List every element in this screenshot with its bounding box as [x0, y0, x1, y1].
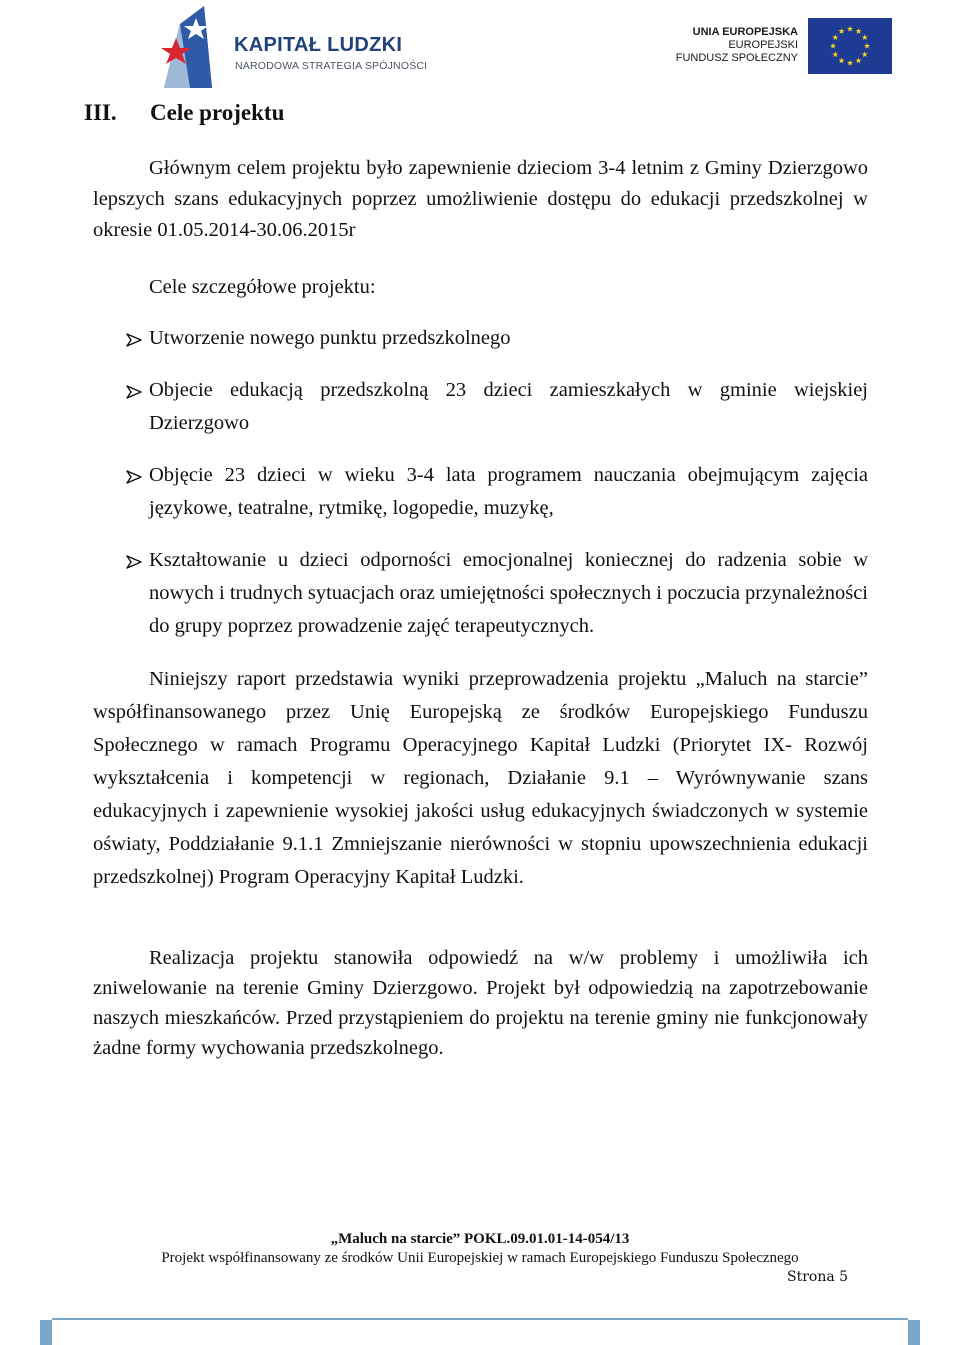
bullet-text: Objęcie 23 dzieci w wieku 3-4 lata programem nauczania obejmującym zajęcia językowe, teatralne, rytmikę, logopedie, muzykę,: [149, 464, 868, 519]
bullet-text: Kształtowanie u dzieci odporności emocjonalnej koniecznej do radzenia sobie w nowych i trudnych sytuacjach oraz umiejętności społecznych i poczucia przynależności do grupy poprzez prowadzenie zajęć terapeutycznych.: [149, 549, 868, 637]
kapital-ludzki-logo: [160, 4, 435, 88]
eu-flag-icon: [808, 18, 892, 74]
bullet-text: Utworzenie nowego punktu przedszkolnego: [149, 327, 511, 349]
page-number: Strona 5: [787, 1269, 849, 1285]
goal-paragraph: Głównym celem projektu było zapewnienie dzieciom 3-4 letnim z Gminy Dzierzgowo lepszych szans edukacyjnych poprzez umożliwienie dostępu do edukacji przedszkolnej w okresie 01.05.2014-30.06.2015r: [93, 157, 868, 241]
section-title: Cele projektu: [150, 100, 285, 125]
realization-paragraph: Realizacja projektu stanowiła odpowiedź na w/w problemy i umożliwiła ich zniwelowanie na terenie Gminy Dzierzgowo. Projekt był odpowiedzią na zapotrzebowanie naszych mieszkańców. Przed przystąpieniem do projektu na terenie gminy nie funkcjonowały żadne formy wychowania przedszkolnego.: [93, 947, 868, 1059]
eu-logo: [660, 16, 896, 78]
eu-line-2: EUROPEJSKI: [728, 39, 798, 51]
report-paragraph: Niniejszy raport przedstawia wyniki przeprowadzenia projektu „Maluch na starcie” współfinansowanego przez Unię Europejską ze środków Europejskiego Funduszu Społecznego w ramach Programu Operacyjnego Kapitał Ludzki (Priorytet IX- Rozwój wykształcenia i kompetencji w regionach, Działanie 9.1 – Wyrównywanie szans edukacyjnych i zapewnienie wysokiej jakości usług edukacyjnych świadczonych w systemie oświaty, Poddziałanie 9.1.1 Zmniejszanie nierówności w stopniu upowszechnienia edukacji przedszkolnej) Program Operacyjny Kapitał Ludzki.: [93, 668, 868, 888]
footer-project-title: „Maluch na starcie” POKL.09.01.01-14-054/13: [330, 1231, 630, 1247]
bullet-text: Objecie edukacją przedszkolną 23 dzieci zamieszkałych w gminie wiejskiej Dzierzgowo: [149, 379, 868, 434]
arrow-bullet-icon: [126, 470, 142, 484]
arrow-bullet-icon: [126, 555, 142, 569]
footer-funding-note: Projekt współfinansowany ze środków Unii Europejskiej w ramach Europejskiego Funduszu Społecznego: [161, 1250, 799, 1266]
bottom-border-decoration: [40, 1318, 920, 1345]
section-heading: [84, 100, 284, 126]
eu-line-1: UNIA EUROPEJSKA: [692, 26, 798, 38]
kapital-ludzki-title: KAPITAŁ LUDZKI: [234, 34, 403, 56]
arrow-bullet-icon: [126, 333, 142, 347]
kapital-ludzki-emblem-icon: [160, 4, 232, 88]
specific-goals-intro: Cele szczegółowe projektu:: [149, 276, 376, 298]
eu-logo-text: [676, 26, 798, 65]
arrow-bullet-icon: [126, 385, 142, 399]
eu-line-3: FUNDUSZ SPOŁECZNY: [675, 52, 798, 64]
kapital-ludzki-subtitle: NARODOWA STRATEGIA SPÓJNOŚCI: [235, 60, 428, 72]
section-number: III.: [84, 100, 117, 125]
